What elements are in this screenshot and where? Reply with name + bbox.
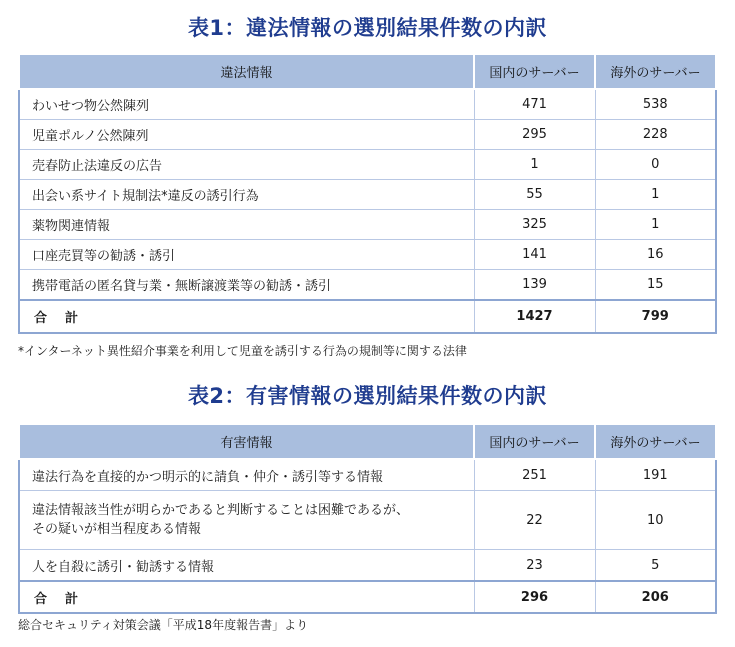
table-row — [19, 210, 716, 240]
overseas-count: 1 — [595, 210, 716, 240]
domestic-count: 22 — [474, 491, 595, 550]
overseas-count: 16 — [595, 240, 716, 270]
row-label: 口座売買等の勧誘・誘引 — [19, 240, 474, 270]
column-header-category: 有害情報 — [19, 424, 474, 459]
row-label: 出会い系サイト規制法*違反の誘引行為 — [19, 180, 474, 210]
table-row — [19, 270, 716, 301]
overseas-count: 5 — [595, 550, 716, 582]
overseas-count: 538 — [595, 89, 716, 120]
source-note: 総合セキュリティ対策会議「平成18年度報告書」より — [18, 618, 309, 632]
table-header-row — [19, 424, 716, 459]
total-label: 合計 — [19, 300, 474, 333]
domestic-count: 251 — [474, 459, 595, 491]
total-domestic: 1427 — [474, 300, 595, 333]
total-row — [19, 581, 716, 613]
row-label: 携帯電話の匿名貸与業・無断譲渡業等の勧誘・誘引 — [19, 270, 474, 301]
overseas-count: 1 — [595, 180, 716, 210]
row-label: 売春防止法違反の広告 — [19, 150, 474, 180]
domestic-count: 471 — [474, 89, 595, 120]
table-row — [19, 459, 716, 491]
table-row — [19, 150, 716, 180]
row-label: 児童ポルノ公然陳列 — [19, 120, 474, 150]
table1-title: 表1：違法情報の選別結果件数の内訳 — [187, 16, 548, 40]
row-label: わいせつ物公然陳列 — [19, 89, 474, 120]
domestic-count: 325 — [474, 210, 595, 240]
total-overseas: 206 — [595, 581, 716, 613]
table-row — [19, 491, 716, 550]
total-overseas: 799 — [595, 300, 716, 333]
table-row — [19, 180, 716, 210]
overseas-count: 10 — [595, 491, 716, 550]
row-label-line2: その疑いが相当程度ある情報 — [32, 522, 202, 537]
domestic-count: 295 — [474, 120, 595, 150]
table2-title: 表2：有害情報の選別結果件数の内訳 — [187, 384, 548, 408]
table-row — [19, 120, 716, 150]
domestic-count: 55 — [474, 180, 595, 210]
row-label — [19, 491, 474, 550]
overseas-count: 228 — [595, 120, 716, 150]
total-label: 合計 — [19, 581, 474, 613]
overseas-count: 191 — [595, 459, 716, 491]
domestic-count: 139 — [474, 270, 595, 301]
table-header-row — [19, 54, 716, 89]
table-row — [19, 89, 716, 120]
table-row — [19, 240, 716, 270]
harmful-info-table — [18, 423, 717, 614]
column-header-overseas: 海外のサーバー — [595, 424, 716, 459]
row-label: 人を自殺に誘引・勧誘する情報 — [19, 550, 474, 582]
domestic-count: 1 — [474, 150, 595, 180]
row-label: 薬物関連情報 — [19, 210, 474, 240]
illegal-info-table — [18, 53, 717, 334]
column-header-domestic: 国内のサーバー — [474, 424, 595, 459]
column-header-overseas: 海外のサーバー — [595, 54, 716, 89]
table-row — [19, 550, 716, 582]
overseas-count: 15 — [595, 270, 716, 301]
overseas-count: 0 — [595, 150, 716, 180]
table1-footnote: *インターネット異性紹介事業を利用して児童を誘引する行為の規制等に関する法律 — [18, 344, 467, 358]
row-label: 違法行為を直接的かつ明示的に請負・仲介・誘引等する情報 — [19, 459, 474, 491]
total-domestic: 296 — [474, 581, 595, 613]
domestic-count: 23 — [474, 550, 595, 582]
total-row — [19, 300, 716, 333]
column-header-domestic: 国内のサーバー — [474, 54, 595, 89]
column-header-category: 違法情報 — [19, 54, 474, 89]
domestic-count: 141 — [474, 240, 595, 270]
row-label-line1: 違法情報該当性が明らかであると判断することは困難であるが、 — [32, 503, 410, 518]
